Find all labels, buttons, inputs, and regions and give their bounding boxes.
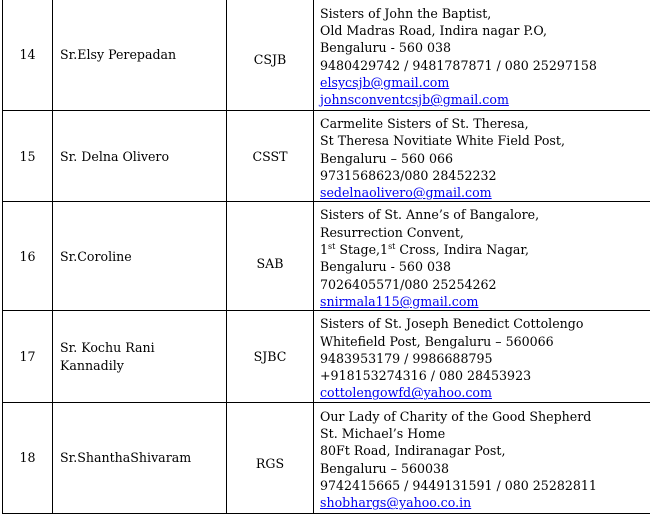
phone-numbers: 7026405571/080 25254262 — [320, 276, 650, 293]
address-line: Bengaluru - 560 038 — [320, 39, 650, 56]
congregation-text: CSJB — [254, 51, 287, 68]
table-row — [3, 402, 650, 513]
address-line: Sisters of St. Joseph Benedict Cottolengo — [320, 315, 650, 332]
address-line: Whitefield Post, Bengaluru – 560066 — [320, 333, 650, 350]
email-link[interactable]: cottolengowfd@yahoo.com — [320, 385, 492, 400]
congregation — [227, 0, 314, 111]
table-row — [3, 111, 650, 202]
address-line: Bengaluru - 560 038 — [320, 258, 650, 275]
email-link[interactable]: johnsconventcsjb@gmail.com — [320, 92, 509, 107]
address-line: Resurrection Convent, — [320, 224, 650, 241]
address-line: St. Michael’s Home — [320, 425, 650, 442]
address-cell — [314, 0, 650, 111]
address-line: Bengaluru – 560 066 — [320, 150, 650, 167]
member-name: Sr. Kochu Rani Kannadily — [53, 311, 227, 402]
row-number: 15 — [3, 111, 53, 202]
row-number: 18 — [3, 402, 53, 513]
address-line: Sisters of St. Anne’s of Bangalore, — [320, 206, 650, 223]
row-number: 14 — [3, 0, 53, 111]
congregation-text: RGS — [256, 455, 284, 472]
phone-numbers: +918153274316 / 080 28453923 — [320, 367, 650, 384]
phone-numbers: 9480429742 / 9481787871 / 080 25297158 — [320, 57, 650, 74]
address-cell — [314, 111, 650, 202]
email-link[interactable]: sedelnaolivero@gmail.com — [320, 185, 492, 200]
email-link[interactable]: elsycsjb@gmail.com — [320, 75, 449, 90]
congregation: CSST — [227, 111, 314, 202]
address-cell — [314, 311, 650, 402]
address-line-stage: 1st Stage,1st Cross, Indira Nagar, — [320, 241, 650, 258]
phone-numbers: 9483953179 / 9986688795 — [320, 350, 650, 367]
phone-numbers: 9731568623/080 28452232 — [320, 167, 650, 184]
congregation: SJBC — [227, 311, 314, 402]
address-cell — [314, 402, 650, 513]
row-number: 17 — [3, 311, 53, 402]
table-row — [3, 0, 650, 111]
member-name: Sr. Delna Olivero — [53, 111, 227, 202]
phone-numbers: 9742415665 / 9449131591 / 080 25282811 — [320, 477, 650, 494]
email-link[interactable]: snirmala115@gmail.com — [320, 294, 478, 309]
congregation — [227, 402, 314, 513]
congregation — [227, 202, 314, 311]
member-name: Sr.Coroline — [53, 202, 227, 311]
member-name: Sr.Elsy Perepadan — [53, 0, 227, 111]
address-line: St Theresa Novitiate White Field Post, — [320, 132, 650, 149]
address-line: Carmelite Sisters of St. Theresa, — [320, 115, 650, 132]
address-cell — [314, 202, 650, 311]
address-line: Sisters of John the Baptist, — [320, 5, 650, 22]
address-line: Old Madras Road, Indira nagar P.O, — [320, 22, 650, 39]
address-line: Bengaluru – 560038 — [320, 460, 650, 477]
table-row — [3, 311, 650, 402]
row-number: 16 — [3, 202, 53, 311]
member-name: Sr.ShanthaShivaram — [53, 402, 227, 513]
table-row — [3, 202, 650, 311]
address-line: Our Lady of Charity of the Good Shepherd — [320, 408, 650, 425]
contacts-table — [2, 0, 650, 514]
congregation-text: SAB — [257, 255, 284, 272]
address-line: 80Ft Road, Indiranagar Post, — [320, 442, 650, 459]
email-link[interactable]: shobhargs@yahoo.co.in — [320, 495, 471, 510]
